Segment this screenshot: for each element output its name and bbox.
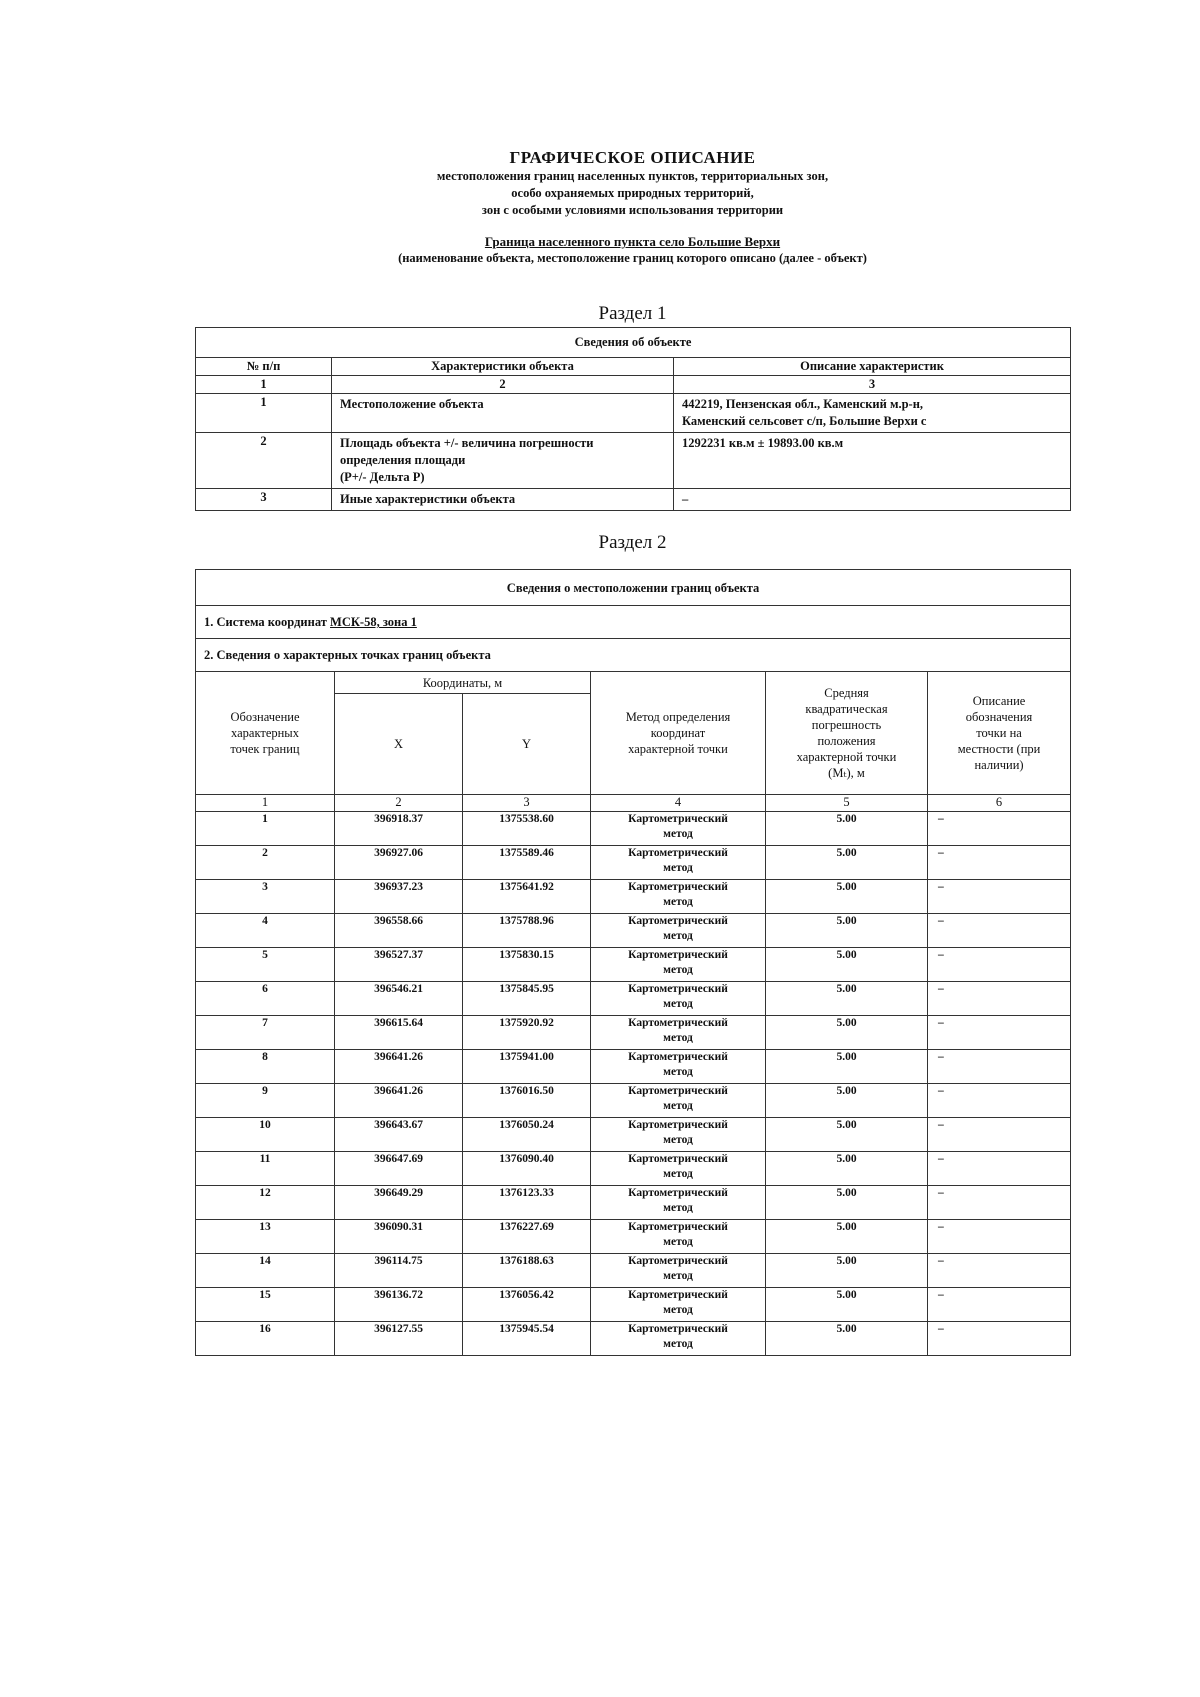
header-line: точки на (976, 726, 1022, 740)
column-number: 1 (196, 795, 335, 812)
point-id: 2 (196, 846, 335, 880)
point-method-line: Картометрический (628, 1255, 728, 1267)
point-error: 5.00 (766, 846, 928, 880)
table-row (196, 433, 1071, 489)
point-y: 1376188.63 (463, 1254, 591, 1288)
point-error: 5.00 (766, 880, 928, 914)
characteristic-value (674, 394, 1071, 433)
header-line: Описание (972, 694, 1026, 708)
point-method-line: Картометрический (628, 847, 728, 859)
point-description: – (928, 1186, 1071, 1220)
boundary-points-table (195, 569, 1071, 1356)
point-id: 12 (196, 1186, 335, 1220)
column-header-x: X (335, 694, 463, 795)
point-id: 7 (196, 1016, 335, 1050)
point-row (196, 982, 1071, 1016)
characteristic-value-line: 1292231 кв.м ± 19893.00 кв.м (682, 436, 844, 450)
point-method-line: Картометрический (628, 1153, 728, 1165)
point-row (196, 846, 1071, 880)
characteristic-name (332, 489, 674, 511)
characteristic-name-line: Иные характеристики объекта (340, 492, 516, 506)
point-description: – (928, 1050, 1071, 1084)
column-header-description (928, 672, 1071, 795)
point-y: 1375845.95 (463, 982, 591, 1016)
characteristic-name-line: Местоположение объекта (340, 397, 484, 411)
coordinate-system-label: 1. Система координат (204, 615, 327, 629)
point-row (196, 880, 1071, 914)
section2-heading: Раздел 2 (598, 532, 667, 553)
column-header: Описание характеристик (674, 358, 1071, 376)
column-header-error (766, 672, 928, 795)
point-method-line: Картометрический (628, 1187, 728, 1199)
header-line: наличии) (974, 758, 1024, 772)
point-method (591, 1322, 766, 1356)
coordinate-system-value: МСК-58, зона 1 (330, 615, 417, 629)
point-error: 5.00 (766, 1152, 928, 1186)
point-method-line: Картометрический (628, 1119, 728, 1131)
point-description: – (928, 1016, 1071, 1050)
characteristic-name (332, 433, 674, 489)
header-line: координат (650, 726, 706, 740)
row-number: 2 (196, 433, 332, 489)
point-method-line: метод (663, 896, 693, 908)
point-y: 1376123.33 (463, 1186, 591, 1220)
header-line: Средняя (824, 686, 869, 700)
point-x: 396114.75 (335, 1254, 463, 1288)
point-method (591, 880, 766, 914)
point-method (591, 1050, 766, 1084)
column-header-coordinates: Координаты, м (335, 672, 591, 694)
point-method-line: метод (663, 862, 693, 874)
document-subtitle-line: особо охраняемых природных территорий, (511, 186, 754, 200)
point-method (591, 1186, 766, 1220)
point-y: 1375945.54 (463, 1322, 591, 1356)
point-method (591, 982, 766, 1016)
column-header-method (591, 672, 766, 795)
point-id: 15 (196, 1288, 335, 1322)
point-x: 396641.26 (335, 1050, 463, 1084)
point-x: 396558.66 (335, 914, 463, 948)
characteristic-value (674, 489, 1071, 511)
point-y: 1376090.40 (463, 1152, 591, 1186)
object-info-table-caption: Сведения об объекте (196, 328, 1071, 358)
point-error: 5.00 (766, 1322, 928, 1356)
point-description: – (928, 1254, 1071, 1288)
characteristic-name-line: определения площади (340, 453, 466, 467)
point-id: 16 (196, 1322, 335, 1356)
point-row (196, 1322, 1071, 1356)
point-y: 1375589.46 (463, 846, 591, 880)
column-number: 3 (674, 376, 1071, 394)
point-error: 5.00 (766, 1186, 928, 1220)
point-row (196, 1084, 1071, 1118)
point-x: 396090.31 (335, 1220, 463, 1254)
point-y: 1375830.15 (463, 948, 591, 982)
point-y: 1375941.00 (463, 1050, 591, 1084)
point-method-line: Картометрический (628, 1051, 728, 1063)
point-x: 396641.26 (335, 1084, 463, 1118)
point-method-line: метод (663, 1100, 693, 1112)
point-row (196, 1254, 1071, 1288)
column-number: 4 (591, 795, 766, 812)
point-method (591, 846, 766, 880)
point-description: – (928, 1322, 1071, 1356)
header-line: Обозначение (230, 710, 300, 724)
point-method (591, 914, 766, 948)
column-number: 5 (766, 795, 928, 812)
point-method-line: метод (663, 998, 693, 1010)
header-line: Метод определения (625, 710, 731, 724)
point-error: 5.00 (766, 982, 928, 1016)
point-id: 9 (196, 1084, 335, 1118)
characteristic-value-line: – (682, 492, 689, 506)
point-y: 1375538.60 (463, 812, 591, 846)
object-info-table (195, 327, 1071, 511)
point-method-line: метод (663, 1304, 693, 1316)
object-caption: (наименование объекта, местоположение границ которого описано (далее - объект) (398, 251, 867, 265)
point-row (196, 812, 1071, 846)
point-error: 5.00 (766, 1220, 928, 1254)
table-row (196, 394, 1071, 433)
point-y: 1376050.24 (463, 1118, 591, 1152)
point-method-line: Картометрический (628, 881, 728, 893)
point-description: – (928, 948, 1071, 982)
point-method-line: метод (663, 1270, 693, 1282)
point-method-line: Картометрический (628, 1221, 728, 1233)
point-row (196, 1050, 1071, 1084)
point-y: 1375641.92 (463, 880, 591, 914)
row-number: 1 (196, 394, 332, 433)
point-description: – (928, 1220, 1071, 1254)
point-id: 8 (196, 1050, 335, 1084)
point-id: 1 (196, 812, 335, 846)
column-header-y: Y (463, 694, 591, 795)
point-method-line: метод (663, 1338, 693, 1350)
header-line: характерных (231, 726, 299, 740)
column-number: 2 (332, 376, 674, 394)
point-method-line: Картометрический (628, 915, 728, 927)
point-row (196, 1186, 1071, 1220)
document-subtitle-line: местоположения границ населенных пунктов, территориальных зон, (436, 169, 829, 183)
header-line: квадратическая (805, 702, 888, 716)
point-description: – (928, 880, 1071, 914)
point-row (196, 948, 1071, 982)
point-x: 396643.67 (335, 1118, 463, 1152)
point-row (196, 1016, 1071, 1050)
point-description: – (928, 1152, 1071, 1186)
point-error: 5.00 (766, 1084, 928, 1118)
point-method (591, 1220, 766, 1254)
characteristic-value-line: Каменский сельсовет с/п, Большие Верхи с (682, 414, 927, 428)
point-method (591, 812, 766, 846)
point-method (591, 1152, 766, 1186)
table-row (196, 489, 1071, 511)
point-error: 5.00 (766, 1050, 928, 1084)
point-method-line: Картометрический (628, 1289, 728, 1301)
point-method (591, 1254, 766, 1288)
document-title: ГРАФИЧЕСКОЕ ОПИСАНИЕ (509, 148, 756, 167)
object-name: Граница населенного пункта село Большие Верхи (484, 234, 781, 249)
point-x: 396615.64 (335, 1016, 463, 1050)
point-method-line: метод (663, 1134, 693, 1146)
point-method (591, 1084, 766, 1118)
point-description: – (928, 812, 1071, 846)
point-y: 1376056.42 (463, 1288, 591, 1322)
point-id: 5 (196, 948, 335, 982)
point-description: – (928, 982, 1071, 1016)
point-id: 3 (196, 880, 335, 914)
point-id: 13 (196, 1220, 335, 1254)
point-row (196, 1288, 1071, 1322)
point-y: 1375920.92 (463, 1016, 591, 1050)
point-error: 5.00 (766, 1254, 928, 1288)
characteristic-value (674, 433, 1071, 489)
point-method-line: метод (663, 1168, 693, 1180)
points-section-caption: 2. Сведения о характерных точках границ объекта (196, 639, 1071, 672)
point-y: 1376016.50 (463, 1084, 591, 1118)
point-id: 6 (196, 982, 335, 1016)
point-row (196, 914, 1071, 948)
characteristic-name-line: (P+/- Дельта P) (340, 470, 425, 484)
point-error: 5.00 (766, 1016, 928, 1050)
point-method (591, 1288, 766, 1322)
point-x: 396527.37 (335, 948, 463, 982)
point-method-line: метод (663, 1032, 693, 1044)
column-header-point (196, 672, 335, 795)
point-x: 396127.55 (335, 1322, 463, 1356)
point-id: 14 (196, 1254, 335, 1288)
header-line: (Mₜ), м (828, 766, 865, 780)
document-subtitle-line: зон с особыми условиями использования территории (481, 203, 784, 217)
point-error: 5.00 (766, 1118, 928, 1152)
boundary-table-caption: Сведения о местоположении границ объекта (196, 570, 1071, 606)
point-y: 1376227.69 (463, 1220, 591, 1254)
point-x: 396918.37 (335, 812, 463, 846)
point-id: 10 (196, 1118, 335, 1152)
point-method-line: метод (663, 1066, 693, 1078)
coordinate-system-row (196, 606, 1071, 639)
point-x: 396647.69 (335, 1152, 463, 1186)
point-method-line: Картометрический (628, 949, 728, 961)
point-method-line: Картометрический (628, 1323, 728, 1335)
characteristic-name-line: Площадь объекта +/- величина погрешности (340, 436, 594, 450)
header-line: характерной точки (796, 750, 897, 764)
header-line: характерной точки (628, 742, 728, 756)
point-x: 396136.72 (335, 1288, 463, 1322)
point-id: 4 (196, 914, 335, 948)
header-line: погрешность (811, 718, 882, 732)
point-description: – (928, 1118, 1071, 1152)
point-x: 396927.06 (335, 846, 463, 880)
header-line: местности (при (957, 742, 1041, 756)
point-method-line: метод (663, 1236, 693, 1248)
point-method (591, 1118, 766, 1152)
section1-heading: Раздел 1 (598, 303, 667, 324)
point-method-line: метод (663, 930, 693, 942)
column-number: 1 (196, 376, 332, 394)
column-number: 3 (463, 795, 591, 812)
point-y: 1375788.96 (463, 914, 591, 948)
point-row (196, 1118, 1071, 1152)
point-id: 11 (196, 1152, 335, 1186)
point-error: 5.00 (766, 1288, 928, 1322)
column-number: 2 (335, 795, 463, 812)
point-error: 5.00 (766, 914, 928, 948)
point-method-line: Картометрический (628, 1085, 728, 1097)
point-error: 5.00 (766, 812, 928, 846)
point-x: 396546.21 (335, 982, 463, 1016)
point-description: – (928, 914, 1071, 948)
point-method-line: метод (663, 828, 693, 840)
point-description: – (928, 1288, 1071, 1322)
point-row (196, 1152, 1071, 1186)
point-method-line: метод (663, 1202, 693, 1214)
point-method-line: Картометрический (628, 1017, 728, 1029)
column-header: № п/п (196, 358, 332, 376)
point-error: 5.00 (766, 948, 928, 982)
point-method-line: метод (663, 964, 693, 976)
row-number: 3 (196, 489, 332, 511)
point-method (591, 1016, 766, 1050)
point-method (591, 948, 766, 982)
column-header: Характеристики объекта (332, 358, 674, 376)
characteristic-name (332, 394, 674, 433)
header-line: обозначения (965, 710, 1033, 724)
point-row (196, 1220, 1071, 1254)
header-line: положения (817, 734, 876, 748)
header-line: точек границ (230, 742, 300, 756)
point-description: – (928, 846, 1071, 880)
point-x: 396937.23 (335, 880, 463, 914)
point-x: 396649.29 (335, 1186, 463, 1220)
point-method-line: Картометрический (628, 983, 728, 995)
characteristic-value-line: 442219, Пензенская обл., Каменский м.р-н, (682, 397, 924, 411)
title-block (195, 148, 1070, 267)
point-description: – (928, 1084, 1071, 1118)
column-number: 6 (928, 795, 1071, 812)
point-method-line: Картометрический (628, 813, 728, 825)
